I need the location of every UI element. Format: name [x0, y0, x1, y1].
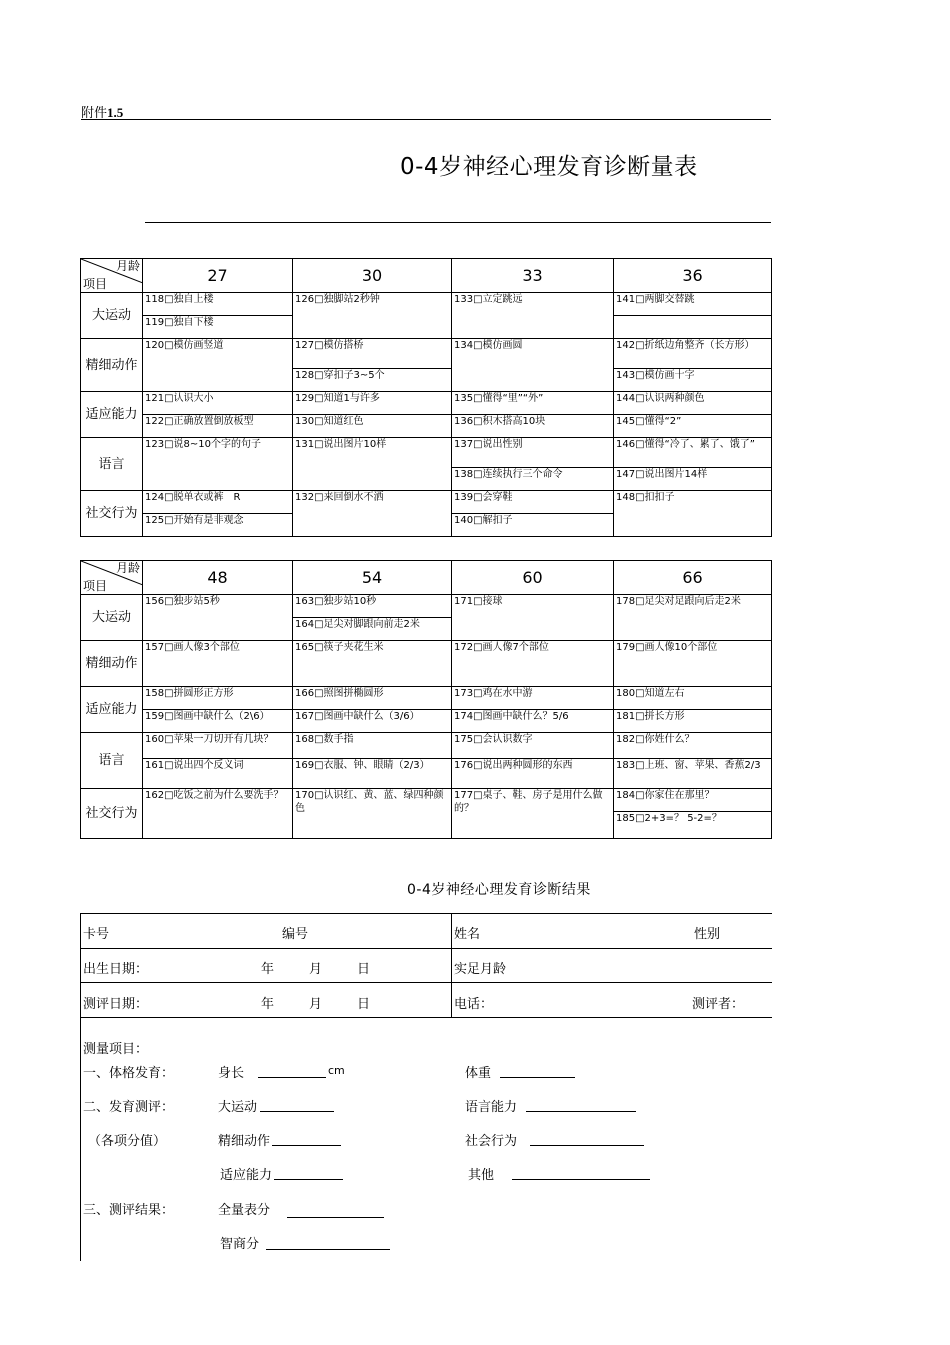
item-cell: 122□正确放置倒放板型 [143, 415, 293, 438]
item-cell: 179□画人像10个部位 [614, 641, 772, 687]
sex-label: 性别 [694, 927, 721, 942]
header-rule [81, 119, 771, 120]
item-cell: 123□说8~10个字的句子 [143, 438, 293, 491]
item-cell [614, 316, 772, 339]
item-cell: 172□画人像7个部位 [452, 641, 614, 687]
result-label: 三、测评结果： [83, 1203, 175, 1218]
category-language: 语言 [81, 733, 143, 789]
age-header: 54 [293, 561, 452, 595]
item-cell: 167□图画中缺什么（3/6） [293, 710, 452, 733]
age-header: 36 [614, 259, 772, 293]
fine-motor-label: 精细动作 [218, 1134, 271, 1149]
category-fine-motor: 精细动作 [81, 339, 143, 392]
form-line [80, 913, 772, 914]
item-cell: 158□拼圆形正方形 [143, 687, 293, 710]
item-cell: 159□图画中缺什么（2\6） [143, 710, 293, 733]
scale-table-2 [80, 560, 772, 839]
item-cell: 171□接球 [452, 595, 614, 641]
item-cell: 134□模仿画圆 [452, 339, 614, 392]
gross-motor-blank[interactable] [260, 1111, 334, 1112]
iq-blank[interactable] [266, 1249, 390, 1250]
item-cell: 183□上班、窗、苹果、香蕉2/3 [614, 759, 772, 789]
category-language: 语言 [81, 438, 143, 491]
item-cell: 126□独脚站2秒钟 [293, 293, 452, 339]
age-header: 48 [143, 561, 293, 595]
item-cell: 135□懂得“里”“外” [452, 392, 614, 415]
social-blank[interactable] [530, 1145, 644, 1146]
gross-motor-label: 大运动 [218, 1100, 258, 1115]
adaptive-blank[interactable] [274, 1179, 343, 1180]
items-label: 测量项目： [83, 1042, 149, 1057]
category-adaptive: 适应能力 [81, 392, 143, 438]
item-cell: 121□认识大小 [143, 392, 293, 415]
age-header: 66 [614, 561, 772, 595]
age-header: 27 [143, 259, 293, 293]
category-adaptive: 适应能力 [81, 687, 143, 733]
form-line [80, 948, 772, 949]
item-cell: 131□说出图片10样 [293, 438, 452, 491]
birth-day-label: 日 [357, 962, 371, 977]
form-line [80, 1017, 772, 1018]
item-cell: 169□衣服、钟、眼睛（2/3） [293, 759, 452, 789]
table-corner: 月龄 项目 [81, 561, 143, 595]
birth-month-label: 月 [309, 962, 323, 977]
total-score-blank[interactable] [287, 1217, 384, 1218]
sub-scores-label: （各项分值） [88, 1134, 167, 1149]
result-title: 0-4岁神经心理发育诊断结果 [407, 882, 591, 898]
weight-label: 体重 [465, 1066, 492, 1081]
category-gross-motor: 大运动 [81, 595, 143, 641]
serial-no-label: 编号 [282, 927, 309, 942]
item-cell: 175□会认识数字 [452, 733, 614, 759]
item-cell: 139□会穿鞋 [452, 491, 614, 514]
item-cell: 120□模仿画竖道 [143, 339, 293, 392]
birth-year-label: 年 [261, 962, 275, 977]
height-label: 身长 [218, 1066, 245, 1081]
item-cell: 182□你姓什么？ [614, 733, 772, 759]
item-cell: 164□足尖对脚跟向前走2米 [293, 618, 452, 641]
item-cell: 133□立定跳远 [452, 293, 614, 339]
other-blank[interactable] [512, 1179, 650, 1180]
item-cell: 146□懂得“冷了、累了、饿了” [614, 438, 772, 468]
item-cell: 137□说出性别 [452, 438, 614, 468]
height-blank[interactable] [258, 1077, 326, 1078]
item-cell: 170□认识红、黄、蓝、绿四种颜色 [293, 789, 452, 839]
form-line [451, 913, 452, 1017]
test-year-label: 年 [261, 997, 275, 1012]
item-cell: 162□吃饭之前为什么要洗手？ [143, 789, 293, 839]
item-cell: 166□照图拼椭圆形 [293, 687, 452, 710]
physical-label: 一、体格发育： [83, 1066, 175, 1081]
item-cell: 143□模仿画十字 [614, 369, 772, 392]
item-cell: 181□拼长方形 [614, 710, 772, 733]
tester-label: 测评者： [692, 997, 745, 1012]
item-cell: 145□懂得“2” [614, 415, 772, 438]
item-cell: 142□折纸边角整齐（长方形） [614, 339, 772, 369]
weight-blank[interactable] [500, 1077, 575, 1078]
item-cell: 157□画人像3个部位 [143, 641, 293, 687]
item-cell: 168□数手指 [293, 733, 452, 759]
result-form [80, 913, 772, 1261]
form-line [80, 982, 772, 983]
cm-unit: cm [328, 1064, 345, 1077]
item-cell: 184□你家住在那里？ [614, 789, 772, 812]
language-label: 语言能力 [465, 1100, 518, 1115]
item-cell: 147□说出图片14样 [614, 468, 772, 491]
item-cell: 165□筷子夹花生米 [293, 641, 452, 687]
test-date-label: 测评日期： [83, 997, 149, 1012]
age-header: 33 [452, 259, 614, 293]
category-social: 社交行为 [81, 491, 143, 537]
attachment-label: 附件1.5 [81, 105, 124, 120]
category-social: 社交行为 [81, 789, 143, 839]
phone-label: 电话： [454, 997, 494, 1012]
birth-date-label: 出生日期： [83, 962, 149, 977]
item-cell: 177□桌子、鞋、房子是用什么做的？ [452, 789, 614, 839]
item-cell: 118□独自上楼 [143, 293, 293, 316]
item-cell: 163□独步站10秒 [293, 595, 452, 618]
item-cell: 176□说出两种圆形的东西 [452, 759, 614, 789]
test-month-label: 月 [309, 997, 323, 1012]
page-title: 0-4岁神经心理发育诊断量表 [400, 154, 698, 180]
test-day-label: 日 [357, 997, 371, 1012]
social-label: 社会行为 [465, 1134, 518, 1149]
form-line [80, 913, 81, 1261]
table-corner: 月龄 项目 [81, 259, 143, 293]
fine-motor-blank[interactable] [272, 1145, 341, 1146]
age-header: 30 [293, 259, 452, 293]
dev-test-label: 二、发育测评： [83, 1100, 175, 1115]
item-cell: 178□足尖对足跟向后走2米 [614, 595, 772, 641]
item-cell: 128□穿扣子3~5个 [293, 369, 452, 392]
item-cell: 161□说出四个反义词 [143, 759, 293, 789]
actual-age-label: 实足月龄 [454, 962, 507, 977]
item-cell: 173□鸡在水中游 [452, 687, 614, 710]
item-cell: 140□解扣子 [452, 514, 614, 537]
scale-table-1 [80, 258, 772, 537]
item-cell: 136□积木搭高10块 [452, 415, 614, 438]
category-gross-motor: 大运动 [81, 293, 143, 339]
category-fine-motor: 精细动作 [81, 641, 143, 687]
item-cell: 148□扣扣子 [614, 491, 772, 537]
card-no-label: 卡号 [83, 927, 110, 942]
item-cell: 125□开始有是非观念 [143, 514, 293, 537]
item-cell: 160□苹果一刀切开有几块？ [143, 733, 293, 759]
adaptive-label: 适应能力 [220, 1168, 273, 1183]
name-label: 姓名 [454, 927, 481, 942]
item-cell: 156□独步站5秒 [143, 595, 293, 641]
item-cell: 141□两脚交替跳 [614, 293, 772, 316]
item-cell: 180□知道左右 [614, 687, 772, 710]
title-rule [145, 222, 771, 223]
total-score-label: 全量表分 [218, 1203, 271, 1218]
item-cell: 124□脱单衣或裤 R [143, 491, 293, 514]
language-blank[interactable] [526, 1111, 636, 1112]
item-cell: 185□2+3=？ 5-2=？ [614, 812, 772, 839]
iq-label: 智商分 [220, 1237, 260, 1252]
item-cell: 119□独自下楼 [143, 316, 293, 339]
item-cell: 127□模仿搭桥 [293, 339, 452, 369]
item-cell: 144□认识两种颜色 [614, 392, 772, 415]
item-cell: 138□连续执行三个命令 [452, 468, 614, 491]
item-cell: 130□知道红色 [293, 415, 452, 438]
age-header: 60 [452, 561, 614, 595]
item-cell: 174□图画中缺什么？5/6 [452, 710, 614, 733]
item-cell: 132□来回倒水不洒 [293, 491, 452, 537]
other-label: 其他 [468, 1168, 495, 1183]
item-cell: 129□知道1与许多 [293, 392, 452, 415]
